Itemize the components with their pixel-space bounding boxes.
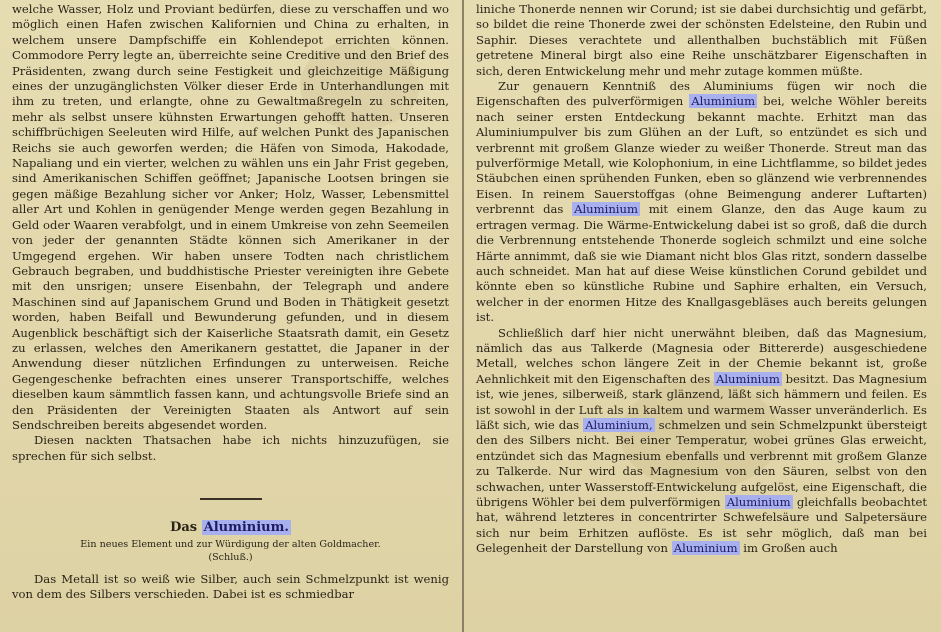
right-paragraph-3 xyxy=(476,326,927,557)
text-run: mit einem Glanze, den das Auge kaum zu ertragen vermag. Die Wärme-Entwickelung dabei ist so groß, daß die durch die Verbrennung entstehende Thonerde sogleich schmilzt und eine solche Härte annimmt, daß sie wie Diamant nicht blos Glas ritzt, sondern dasselbe auch schneidet. Man hat auf diese Weise künstlichen Corund gebildet und könnte eben so künstliche Rubine und Saphire erhalten, ein Versuch, welcher in der enormen Hitze des Knallgasgebläses auch bereits gelungen ist. xyxy=(476,202,928,325)
text-run: Zur genauern Kenntniß des Aluminiums fügen wir noch die Eigenschaften des pulverförmigen xyxy=(476,79,927,109)
article-subtitle: Ein neues Element und zur Würdigung der alten Goldmacher. xyxy=(80,538,381,550)
column-divider xyxy=(462,0,464,632)
right-paragraph-1: liniche Thonerde nennen wir Corund; ist sie dabei durchsichtig und gefärbt, so bildet die reine Thonerde zwei der schönsten Edelsteine, den Rubin und Saphir. Dieses verachtete und allenthalben buchstäblich mit Füßen getretene Mineral birgt also eine Reihe unschätzbarer Eigenschaften in sich, deren Entwickelung mehr und mehr zutage kommen müßte. xyxy=(476,2,927,78)
text-run: besitzt. Das Magnesium ist, wie jenes, silberweiß, stark glänzend, läßt sich hämmern und feilen. Es ist sowohl in der Luft als in kaltem und warmem Wasser unveränderlich. Es läßt sich, wie das xyxy=(476,371,928,432)
highlighted-term: Aluminium xyxy=(691,94,756,109)
highlighted-term: Aluminium xyxy=(726,495,791,509)
right-paragraph-2 xyxy=(476,79,927,326)
highlighted-term: Aluminium xyxy=(673,541,738,556)
section-separator xyxy=(200,498,262,500)
left-paragraph-3: Das Metall ist so weiß wie Silber, auch sein Schmelzpunkt ist wenig von dem des Silbers verschieden. Dabei ist es schmiedbar xyxy=(12,571,449,601)
left-paragraph-2: Diesen nackten Thatsachen habe ich nichts hinzuzufügen, sie sprechen für sich selbst. xyxy=(12,433,449,463)
highlighted-term: Aluminium. xyxy=(203,520,289,536)
highlighted-term: Aluminium, xyxy=(585,417,653,432)
highlighted-term: Aluminium xyxy=(574,202,638,217)
left-paragraph-1: welche Wasser, Holz und Proviant bedürfen, diese zu verschaffen und wo möglich einen Hafen zwischen Kalifornien und China zu erhalten, in welchem unsere Dampfschiffe ein Kohlendepot errichten können. Commodore Perry legte an, überreichte seine Creditive und den Brief des Präsidenten, zwang durch seine Festigkeit und gleichzeitige Mäßigung eines der unzugänglichsten Völker dieser Erde in Unterhandlungen mit ihm zu treten, und erlangte, ohne zu Gewaltmaßregeln zu schreiten, mehr als selbst unsere kühnsten Erwartungen gehofft hatten. Unseren schiffbrüchigen Seeleuten wird Hilfe, auf welchen Punkt des Japanischen Reichs sie auch geworfen werden; die Häfen von Simoda, Hakodade, Napaliang und ein vierter, welchen zu wählen uns ein Jahr Frist gegeben, sind Amerikanischen Schiffen geöffnet; Japanische Lootsen bringen sie gegen mäßige Bezahlung sicher vor Anker; Holz, Wasser, Lebensmittel aller Art und Kohlen in genügender Menge werden gegen Bezahlung in Geld oder Waaren verabfolgt, und in einem Umkreise von zehn Seemeilen von jeder der genannten Städte können sich Amerikaner in der Umgegend ergehen. Wir haben unsere Todten nach christlichem Gebrauch begraben, und buddhistische Priester vereinigten ihre Gebete mit den unsrigen; unsere Eisenbahn, der Telegraph und andere Maschinen sind auf Japanischem Grund und Boden in Thätigkeit gesetzt worden, haben Beifall und Bewunderung gefunden, und in diesem Augenblick beschäftigt sich der Kaiserliche Staatsrath damit, ein Gesetz zu erlassen, welches den Amerikanern gestattet, die Japaner in der Anwendung dieser nützlichen Erfindungen zu unterweisen. Reiche Gegengeschenke befrachten eines unserer Transportschiffe, welches dieselben kaum sämmtlich fassen kann, und achtungsvolle Briefe sind an den Präsidenten der Vereinigten Staaten als Antwort auf sein Sendschreiben bereits abgesendet worden. xyxy=(12,2,449,432)
article-continuation-note: (Schluß.) xyxy=(208,551,253,563)
right-column xyxy=(468,0,941,632)
article-title-prefix: Das xyxy=(170,520,198,536)
text-run: bei, welche Wöhler bereits nach seiner ersten Entdeckung bekannt machte. Erhitzt man das Aluminiumpulver bis zum Glühen an der Luft, so entzündet es sich und verbrennt mit großem Glanze wieder zu weißer Thonerde. Streut man das pulverförmige Metall, wie Kolophonium, in eine Lichtflamme, so bildet jedes Stäubchen einen sprühenden Funken, eben so glänzend wie verbrennendes Eisen. In reinem Sauerstoffgas (ohne Beimengung anderer Luftarten) verbrennt das xyxy=(476,94,928,217)
left-column xyxy=(0,0,459,632)
text-run: Schließlich darf hier nicht unerwähnt bleiben, daß das Magnesium, nämlich das aus Talkerde (Magnesia oder Bittererde) ausgeschiedene Metall, welches schon längere Zeit in der Chemie bekannt ist, große Aehnlichkeit mit den Eigenschaften des xyxy=(476,325,927,386)
text-run: schmelzen und sein Schmelzpunkt übersteigt den des Silbers nicht. Bei einer Temperatur, wobei grünes Glas erweicht, entzündet sich das Magnesium ebenfalls und verbrennt mit großem Glanze zu Talkerde. Nur wird das Magnesium von den Säuren, selbst von den schwachen, unter Wasserstoff-Entwickelung aufgelöst, eine Eigenschaft, die übrigens Wöhler bei dem pulverförmigen xyxy=(476,417,928,509)
highlighted-term: Aluminium xyxy=(715,371,780,386)
text-run: im Großen auch xyxy=(743,541,838,556)
article-title xyxy=(12,520,449,535)
text-run: gleichfalls beobachtet hat, während letzteres in concentrirter Schwefelsäure und Salpetersäure sich nur beim Erhitzen auflöste. Es ist sehr möglich, daß man bei Gelegenheit der Darstellung von xyxy=(476,495,927,556)
